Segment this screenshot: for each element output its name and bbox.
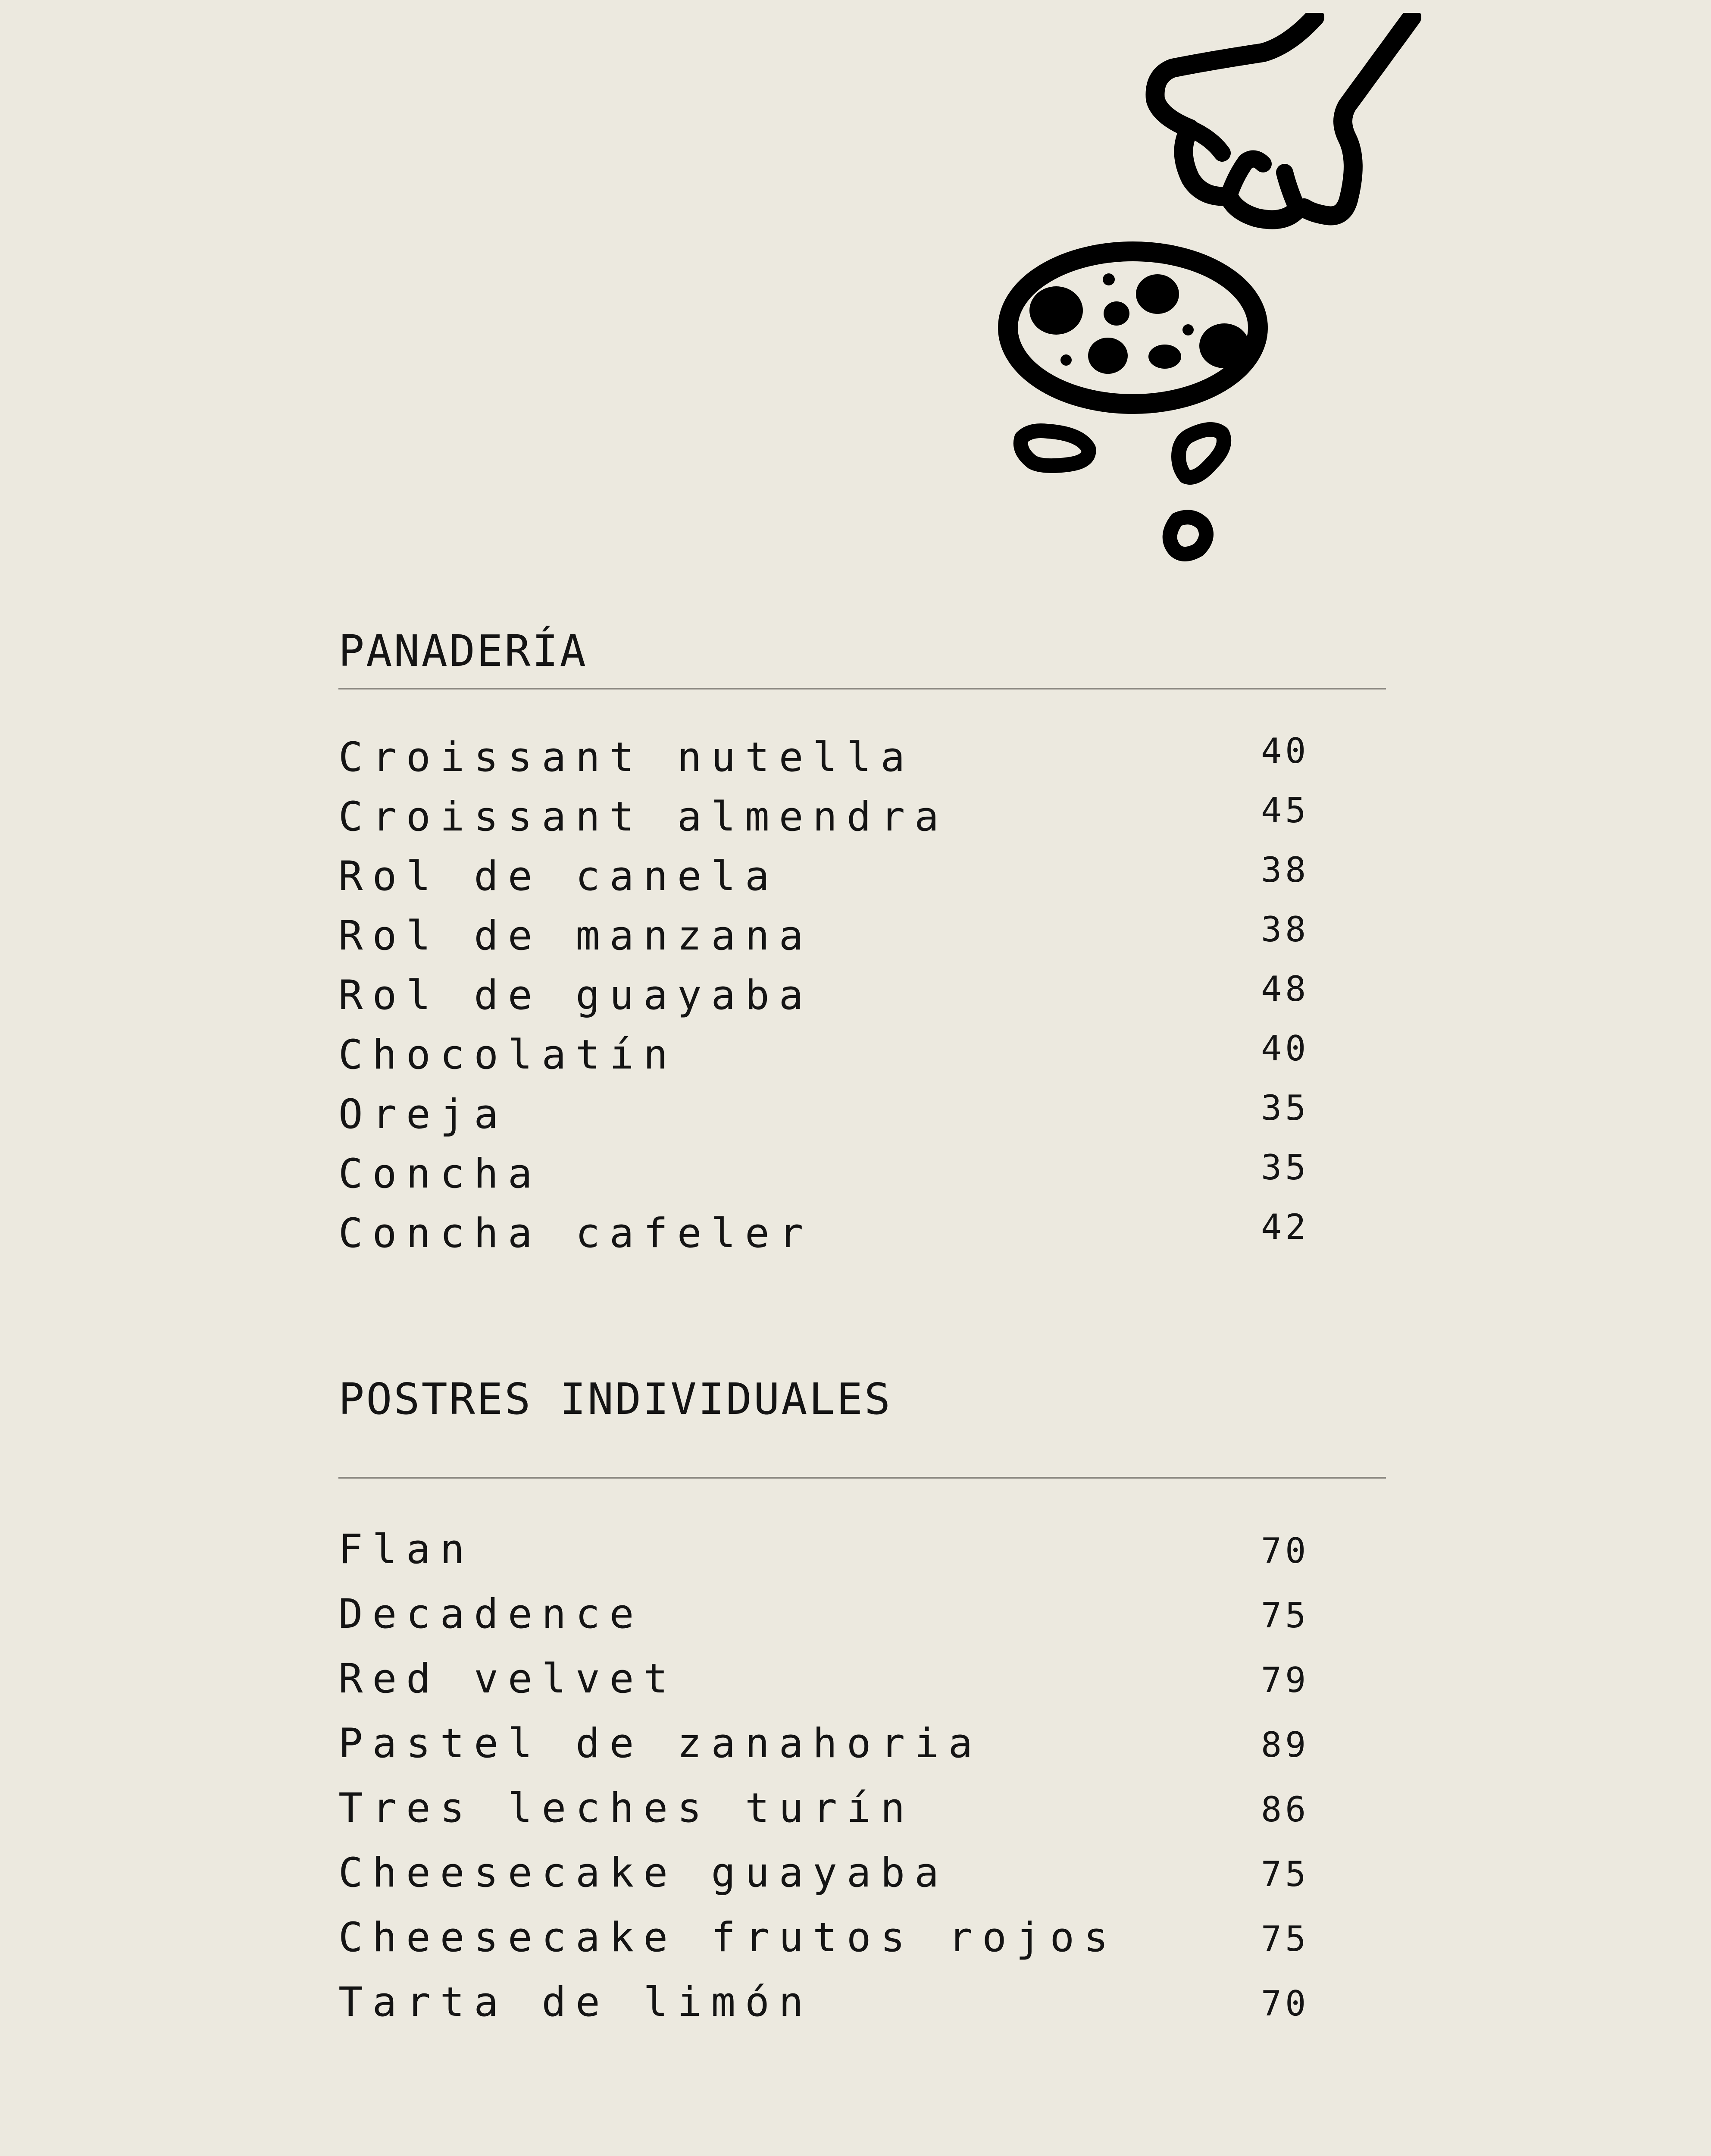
- menu-item: [338, 1591, 1386, 1659]
- item-price: 75: [1261, 1919, 1310, 1959]
- menu-item: [338, 1849, 1386, 1918]
- section-title: PANADERÍA: [338, 626, 588, 676]
- menu-item: [338, 731, 1386, 797]
- item-price: 35: [1261, 1147, 1310, 1188]
- section-divider: [338, 688, 1386, 689]
- menu-item: [338, 1526, 1386, 1594]
- item-price: 35: [1261, 1088, 1310, 1128]
- item-price: 86: [1261, 1789, 1310, 1830]
- menu-item: [338, 1655, 1386, 1724]
- crumbs-icon: [1021, 429, 1224, 554]
- item-price: 89: [1261, 1725, 1310, 1765]
- item-name: Chocolatín: [338, 1031, 677, 1078]
- cookie-icon: [1008, 251, 1258, 404]
- menu-item-list: [338, 1526, 1386, 2047]
- hand-icon: [1155, 17, 1412, 220]
- item-price: 42: [1261, 1207, 1310, 1247]
- menu-item: [338, 790, 1386, 856]
- item-name: Decadence: [338, 1591, 644, 1638]
- item-price: 70: [1261, 1531, 1310, 1571]
- item-name: Cheesecake guayaba: [338, 1849, 948, 1896]
- item-price: 40: [1261, 1028, 1310, 1069]
- item-name: Pastel de zanahoria: [338, 1720, 982, 1767]
- item-price: 48: [1261, 969, 1310, 1009]
- section-divider: [338, 1477, 1386, 1479]
- item-name: Croissant almendra: [338, 793, 948, 840]
- item-price: 38: [1261, 850, 1310, 890]
- menu-item-list: [338, 731, 1386, 1273]
- item-name: Oreja: [338, 1091, 508, 1138]
- menu-item: [338, 969, 1386, 1035]
- menu-item: [338, 909, 1386, 975]
- item-price: 38: [1261, 909, 1310, 950]
- menu-item: [338, 1088, 1386, 1154]
- menu-item: [338, 1720, 1386, 1788]
- item-price: 40: [1261, 731, 1310, 771]
- hand-dropping-cookie-icon: [987, 13, 1444, 573]
- menu-item: [338, 1785, 1386, 1853]
- menu-item: [338, 1979, 1386, 2047]
- item-price: 45: [1261, 790, 1310, 830]
- item-price: 70: [1261, 1984, 1310, 2024]
- item-name: Rol de canela: [338, 853, 779, 900]
- item-price: 79: [1261, 1660, 1310, 1700]
- item-name: Flan: [338, 1526, 474, 1573]
- item-name: Cheesecake frutos rojos: [338, 1914, 1118, 1961]
- item-name: Rol de guayaba: [338, 972, 813, 1019]
- item-price: 75: [1261, 1854, 1310, 1894]
- item-name: Red velvet: [338, 1655, 677, 1702]
- menu-item: [338, 1207, 1386, 1273]
- item-name: Tarta de limón: [338, 1979, 813, 2026]
- item-name: Concha: [338, 1150, 542, 1197]
- item-price: 75: [1261, 1595, 1310, 1636]
- menu-item: [338, 1914, 1386, 1982]
- section-title: POSTRES INDIVIDUALES: [338, 1374, 892, 1424]
- item-name: Rol de manzana: [338, 912, 813, 959]
- item-name: Croissant nutella: [338, 734, 915, 781]
- item-name: Concha cafeler: [338, 1210, 813, 1257]
- menu-item: [338, 1028, 1386, 1094]
- menu-item: [338, 1147, 1386, 1213]
- item-name: Tres leches turín: [338, 1785, 915, 1832]
- menu-item: [338, 850, 1386, 916]
